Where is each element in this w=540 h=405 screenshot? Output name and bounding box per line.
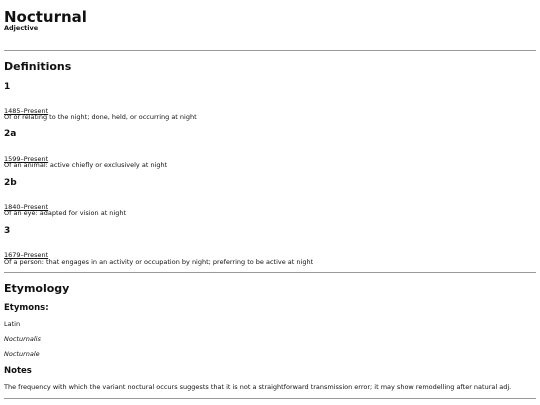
headword-title: Nocturnal — [4, 8, 87, 26]
sense-definition: Of a person: that engages in an activity or occupation by night; preferring to be active at night — [4, 258, 314, 266]
sense-definition: Of an animal: active chiefly or exclusively at night — [4, 161, 168, 169]
sense-date-link[interactable]: 1679–Present — [4, 251, 49, 259]
part-of-speech: Adjective — [4, 24, 39, 32]
sense-date-link[interactable]: 1840–Present — [4, 203, 49, 211]
divider-bottom — [4, 398, 536, 399]
etymons-label: Etymons: — [4, 303, 49, 313]
etymon-item: Nocturnalis — [4, 335, 41, 343]
sense-definition: Of an eye: adapted for vision at night — [4, 209, 127, 217]
definitions-heading: Definitions — [4, 60, 72, 73]
divider-top — [4, 50, 536, 51]
sense-date-link[interactable]: 1485–Present — [4, 107, 49, 115]
sense-definition: Of or relating to the night; done, held, or occurring at night — [4, 113, 197, 121]
etymon-item: Latin — [4, 320, 21, 328]
notes-label: Notes — [4, 366, 32, 376]
sense-number: 1 — [4, 82, 11, 92]
notes-text: The frequency with which the variant noctural occurs suggests that it is not a straightforward transmission error; it may show remodelling after natural adj. — [4, 383, 512, 391]
sense-number: 3 — [4, 226, 11, 236]
sense-number: 2a — [4, 129, 17, 139]
divider-middle — [4, 272, 536, 273]
sense-number: 2b — [4, 178, 17, 188]
etymology-heading: Etymology — [4, 282, 70, 295]
etymon-item: Nocturnale — [4, 350, 40, 358]
sense-date-link[interactable]: 1599–Present — [4, 155, 49, 163]
